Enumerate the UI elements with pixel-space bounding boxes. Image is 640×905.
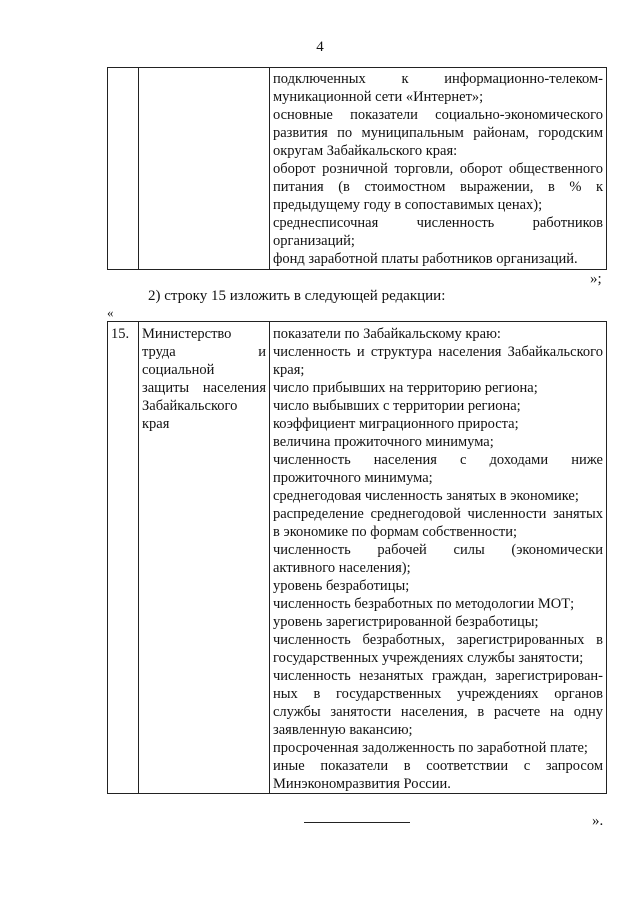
row-15-table	[107, 321, 607, 794]
text-line: распределение среднегодовой численности занятых	[273, 506, 603, 522]
text-line: службы занятости населения, в расчете на одну	[273, 704, 603, 720]
text-line: численность незанятых граждан, зарегистрирован-	[273, 668, 603, 684]
text-line: численность рабочей силы (экономически	[273, 542, 603, 558]
continuation-table	[107, 67, 607, 270]
amendment-instruction: 2) строку 15 изложить в следующей редакции:	[148, 288, 446, 304]
number-cell	[108, 68, 139, 270]
text-line: уровень безработицы;	[273, 578, 410, 594]
row-number-cell	[108, 322, 139, 794]
text-line: Минэкономразвития России.	[273, 776, 451, 792]
text-line: заявленную вакансию;	[273, 722, 413, 738]
text-line: труда и	[142, 344, 266, 360]
text-line: развития по муниципальным районам, городским	[273, 125, 603, 141]
text-line: численность населения с доходами ниже	[273, 452, 603, 468]
text-line: в экономике по формам собственности;	[273, 524, 518, 540]
indicator-list	[273, 325, 603, 793]
table-row	[108, 322, 607, 794]
text-line: государственных учреждениях службы занятости;	[273, 650, 584, 666]
text-line: величина прожиточного минимума;	[273, 434, 494, 450]
indicators-cell	[270, 68, 607, 270]
text-line: муникационной сети «Интернет»;	[273, 89, 484, 105]
text-line: края;	[273, 362, 305, 378]
indicator-list	[273, 70, 603, 268]
text-line: основные показатели социально-экономического	[273, 107, 603, 123]
text-line: предыдущему году в сопоставимых ценах);	[273, 197, 543, 213]
text-line: численность безработных по методологии МОТ;	[273, 596, 575, 612]
text-line: ных в государственных учреждениях органов	[273, 686, 603, 702]
text-line: края	[142, 416, 170, 432]
text-line: активного населения);	[273, 560, 411, 576]
text-line: Министерство	[142, 326, 232, 342]
indicators-cell	[270, 322, 607, 794]
text-line: число выбывших с территории региона;	[273, 398, 521, 414]
text-line: округам Забайкальского края:	[273, 143, 458, 159]
text-line: среднесписочная численность работников	[273, 215, 603, 231]
closing-quote-mark: ».	[592, 813, 604, 829]
opening-quote-mark: «	[107, 305, 114, 320]
text-line: просроченная задолженность по заработной плате;	[273, 740, 588, 756]
text-line: численность безработных, зарегистрированных в	[273, 632, 603, 648]
text-line: среднегодовая численность занятых в экономике;	[273, 488, 579, 504]
text-line: коэффициент миграционного прироста;	[273, 416, 519, 432]
text-line: социальной	[142, 362, 215, 378]
text-line: организаций;	[273, 233, 355, 249]
text-line: прожиточного минимума;	[273, 470, 433, 486]
text-line: Забайкальского	[142, 398, 238, 414]
text-line: питания (в стоимостном выражении, в % к	[273, 179, 603, 195]
text-line: иные показатели в соответствии с запросом	[273, 758, 603, 774]
text-line: подключенных к информационно-телеком-	[273, 71, 603, 87]
organization-cell	[139, 68, 270, 270]
footer-divider	[304, 822, 410, 823]
closing-quote-mark: »;	[590, 271, 602, 287]
page-number: 4	[316, 39, 324, 55]
table-row	[108, 68, 607, 270]
text-line: показатели по Забайкальскому краю:	[273, 326, 501, 342]
row-number: 15.	[111, 326, 130, 342]
text-line: оборот розничной торговли, оборот общественного	[273, 161, 603, 177]
text-line: численность и структура населения Забайкальского	[273, 344, 603, 360]
text-line: число прибывших на территорию региона;	[273, 380, 538, 396]
organization-cell	[139, 322, 270, 794]
text-line: уровень зарегистрированной безработицы;	[273, 614, 539, 630]
organization-name	[142, 325, 266, 433]
text-line: защиты населения	[142, 380, 266, 396]
text-line: фонд заработной платы работников организаций.	[273, 251, 578, 267]
